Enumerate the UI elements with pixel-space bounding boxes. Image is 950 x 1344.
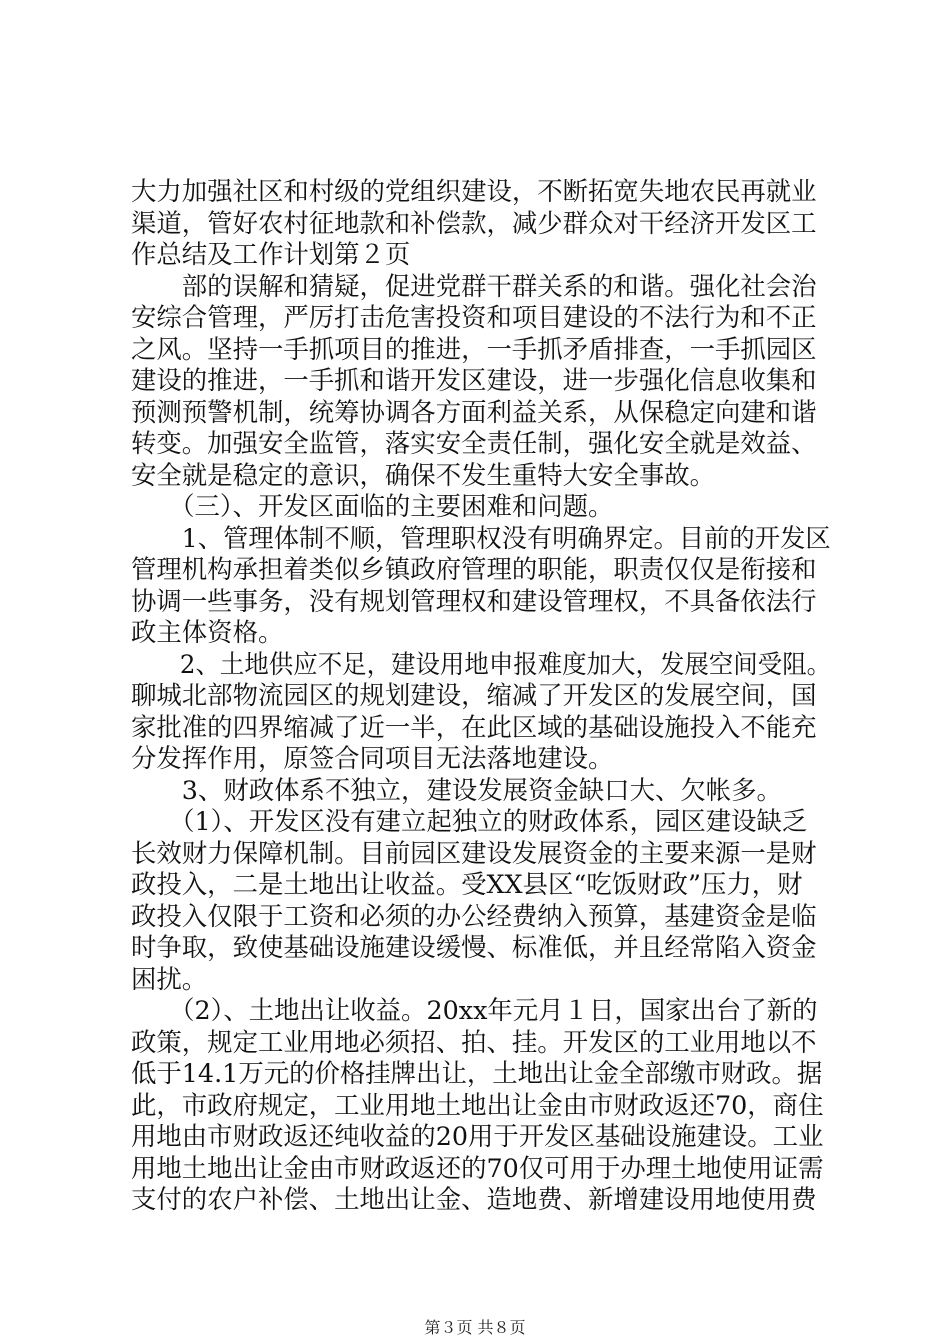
text-line: 建设的推进，一手抓和谐开发区建设，进一步强化信息收集和 <box>131 365 817 395</box>
page-footer: 第３页 共８页 <box>424 1318 526 1337</box>
text-line: 此，市政府规定，工业用地土地出让金由市财政返还70，商住 <box>131 1089 824 1120</box>
text-line: 协调一些事务，没有规划管理权和建设管理权，不具备依法行 <box>131 585 817 616</box>
text-line: 政投入，二是土地出让收益。受XX县区“吃饭财政”压力，财 <box>131 869 803 899</box>
text-line: 用地由市财政返还纯收益的20用于开发区基础设施建设。工业 <box>131 1121 824 1151</box>
text-line: 分发挥作用，原签合同项目无法落地建设。 <box>131 743 614 773</box>
text-line: 困扰。 <box>131 963 208 994</box>
text-line: 1、管理体制不顺，管理职权没有明确界定。目前的开发区 <box>131 522 831 553</box>
text-line: 3、财政体系不独立，建设发展资金缺口大、欠帐多。 <box>131 774 782 805</box>
text-line: 安全就是稳定的意识，确保不发生重特大安全事故。 <box>131 459 715 490</box>
text-line: 聊城北部物流园区的规划建设，缩减了开发区的发展空间，国 <box>131 680 817 710</box>
text-line: 转变。加强安全监管，落实安全责任制，强化安全就是效益、 <box>131 428 817 458</box>
text-line: 时争取，致使基础设施建设缓慢、标准低，并且经常陷入资金 <box>131 932 817 962</box>
text-line: 安综合管理，严厉打击危害投资和项目建设的不法行为和不正 <box>131 302 817 332</box>
text-line: 政投入仅限于工资和必须的办公经费纳入预算，基建资金是临 <box>131 900 817 931</box>
text-line: 用地土地出让金由市财政返还的70仅可用于办理土地使用证需 <box>131 1152 824 1183</box>
text-line: 大力加强社区和村级的党组织建设，不断拓宽失地农民再就业 <box>131 176 817 206</box>
text-line: 2、土地供应不足，建设用地申报难度加大，发展空间受阻。 <box>131 648 832 679</box>
text-line: （2）、土地出让收益。20xx年元月１日，国家出台了新的 <box>131 995 818 1025</box>
text-line: 长效财力保障机制。目前园区建设发展资金的主要来源一是财 <box>131 837 817 868</box>
document-body <box>131 176 831 1216</box>
text-line: 作总结及工作计划第２页 <box>131 239 411 269</box>
text-line: 管理机构承担着类似乡镇政府管理的职能，职责仅仅是衔接和 <box>131 554 817 584</box>
text-line: 低于14.1万元的价格挂牌出让，土地出让金全部缴市财政。据 <box>131 1058 823 1088</box>
text-line: 预测预警机制，统筹协调各方面利益关系，从保稳定向建和谐 <box>131 396 817 427</box>
text-line: 渠道，管好农村征地款和补偿款，减少群众对干经济开发区工 <box>131 207 817 238</box>
text-line: 家批准的四界缩减了近一半，在此区域的基础设施投入不能充 <box>131 711 817 742</box>
text-line: （三）、开发区面临的主要困难和问题。 <box>131 491 614 521</box>
text-line: 政主体资格。 <box>131 617 284 647</box>
text-line: （1）、开发区没有建立起独立的财政体系，园区建设缺乏 <box>131 806 808 836</box>
text-line: 支付的农户补偿、土地出让金、造地费、新增建设用地使用费 <box>131 1184 817 1214</box>
text-line: 政策，规定工业用地必须招、拍、挂。开发区的工业用地以不 <box>131 1026 817 1057</box>
text-line: 之风。坚持一手抓项目的推进，一手抓矛盾排查，一手抓园区 <box>131 333 817 364</box>
text-line: 部的误解和猜疑，促进党群干群关系的和谐。强化社会治 <box>131 270 817 301</box>
